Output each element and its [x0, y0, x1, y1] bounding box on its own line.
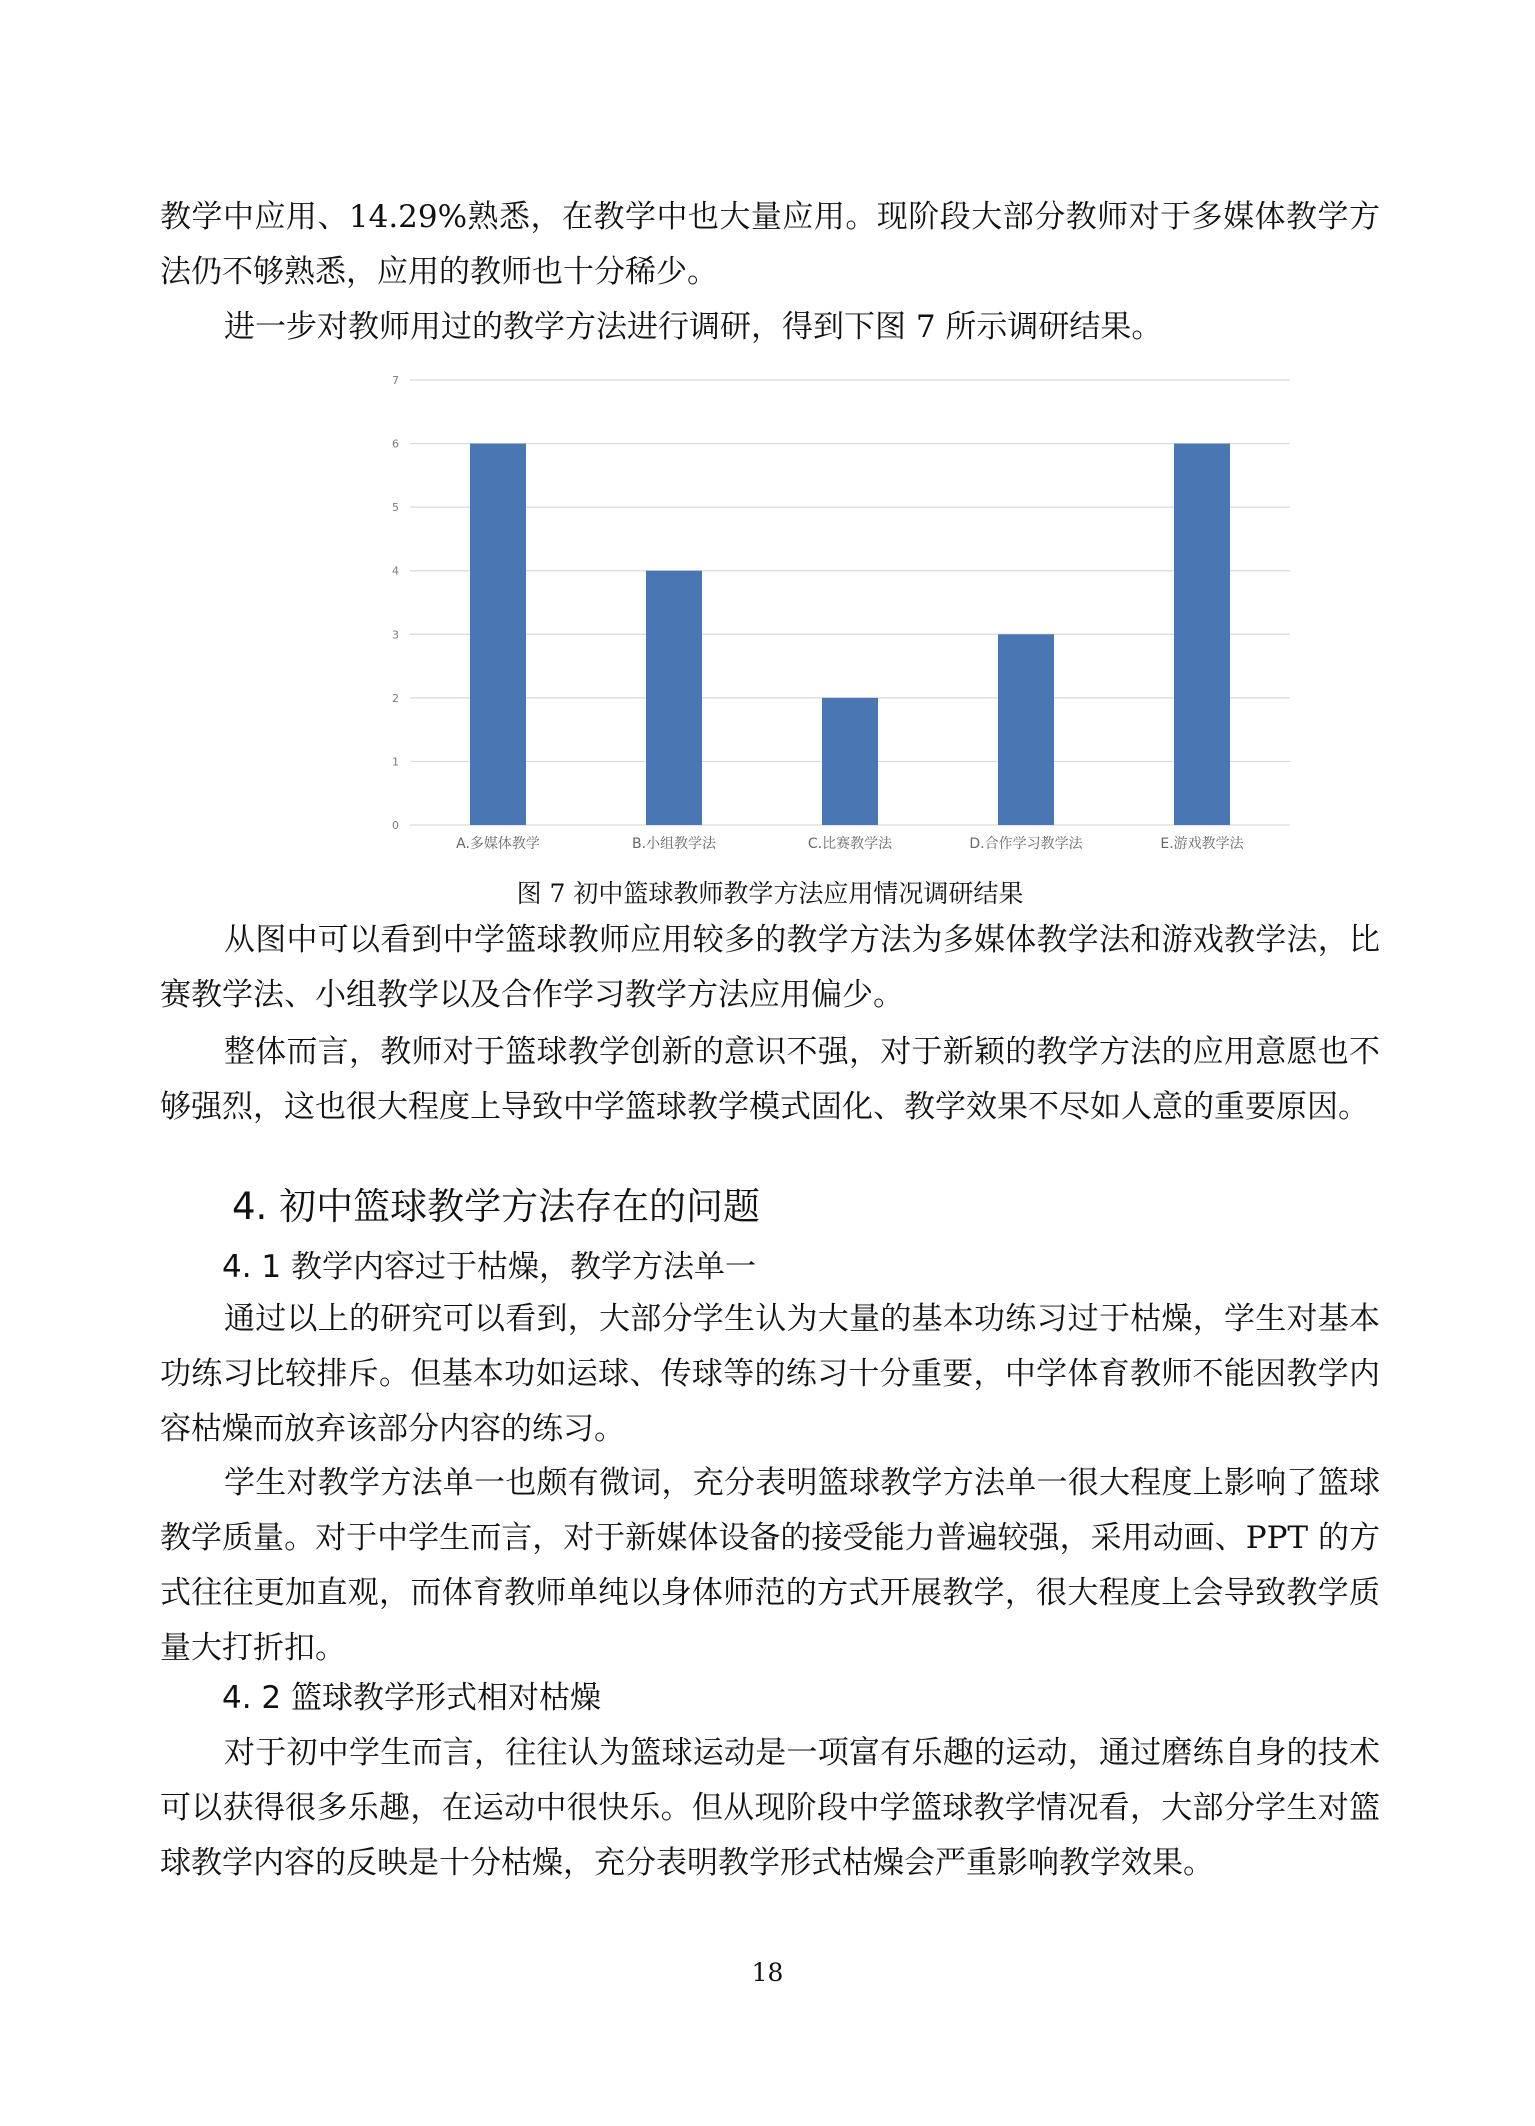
y-tick-label: 3 — [392, 628, 399, 642]
bar-1 — [470, 444, 526, 825]
bar-2 — [646, 571, 702, 825]
y-tick-label: 0 — [392, 819, 399, 832]
figure-caption: 图 7 初中篮球教师教学方法应用情况调研结果 — [516, 879, 1024, 908]
x-category-label: A.多媒体教学 — [456, 836, 540, 852]
paragraph-2: 进一步对教师用过的教学方法进行调研，得到下图 7 所示调研结果。 — [224, 309, 1163, 345]
x-category-label: B.小组教学法 — [631, 836, 717, 852]
y-tick-label: 5 — [392, 501, 399, 515]
paragraph-6: 学生对教学方法单一也颇有微词，充分表明篮球教学方法单一很大程度上影响了篮球教学质量。对于中学生而言，对于新媒体设备的接受能力普遍较强，采用动画、PPT 的方式往往更加直观，而体育教师单纯以身体师范的方式开展教学，很大程度上会导致教学质量大打折扣。 — [160, 1465, 1380, 1666]
paragraph-4: 整体而言，教师对于篮球教学创新的意识不强，对于新颖的教学方法的应用意愿也不够强烈，这也很大程度上导致中学篮球教学模式固化、教学效果不尽如人意的重要原因。 — [160, 1034, 1380, 1125]
paragraph-1: 教学中应用、14.29%熟悉，在教学中也大量应用。现阶段大部分教师对于多媒体教学方法仍不够熟悉，应用的教师也十分稀少。 — [160, 199, 1380, 290]
x-category-label: D.合作学习教学法 — [969, 836, 1083, 852]
bar-3 — [822, 698, 878, 825]
subsection-heading-4-1: 4. 1 教学内容过于枯燥，教学方法单一 — [222, 1249, 757, 1285]
paragraph-7: 对于初中学生而言，往往认为篮球运动是一项富有乐趣的运动，通过磨练自身的技术可以获得很多乐趣，在运动中很快乐。但从现阶段中学篮球教学情况看，大部分学生对篮球教学内容的反映是十分枯燥，充分表明教学形式枯燥会严重影响教学效果。 — [160, 1735, 1380, 1881]
bar-5 — [1174, 444, 1230, 825]
x-category-label: C.比赛教学法 — [807, 836, 893, 852]
y-tick-label: 4 — [392, 564, 399, 578]
bar-4 — [998, 634, 1054, 825]
y-tick-label: 7 — [392, 374, 399, 387]
paragraph-3: 从图中可以看到中学篮球教师应用较多的教学方法为多媒体教学法和游戏教学法，比赛教学法、小组教学以及合作学习教学方法应用偏少。 — [160, 922, 1380, 1013]
section-heading-4: 4. 初中篮球教学方法存在的问题 — [232, 1185, 761, 1228]
x-category-label: E.游戏教学法 — [1160, 836, 1244, 852]
subsection-heading-4-2: 4. 2 篮球教学形式相对枯燥 — [222, 1680, 602, 1716]
page-number: 18 — [751, 1958, 784, 1987]
bar-chart — [380, 370, 1310, 870]
y-tick-label: 2 — [392, 691, 399, 705]
y-tick-label: 1 — [392, 755, 399, 769]
y-tick-label: 6 — [392, 437, 399, 451]
paragraph-5: 通过以上的研究可以看到，大部分学生认为大量的基本功练习过于枯燥，学生对基本功练习比较排斥。但基本功如运球、传球等的练习十分重要，中学体育教师不能因教学内容枯燥而放弃该部分内容的练习。 — [160, 1301, 1380, 1447]
